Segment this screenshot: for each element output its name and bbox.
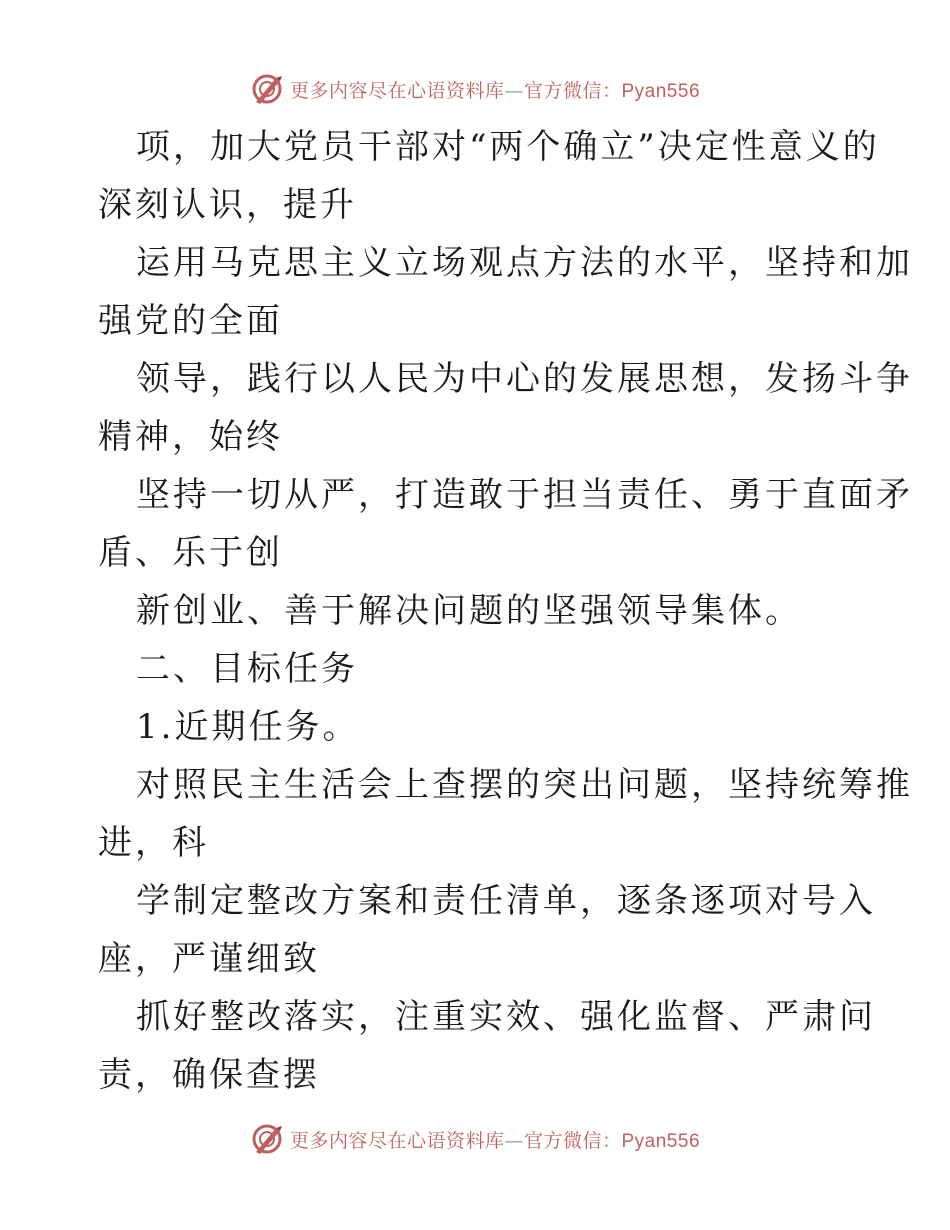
body-text-line: 新创业、善于解决问题的坚强领导集体。 — [136, 591, 802, 631]
body-text-line: 抓好整改落实，注重实效、强化监督、严肃问 — [136, 997, 876, 1037]
body-text-line: 坚持一切从严，打造敢于担当责任、勇于直面矛 — [136, 475, 913, 515]
body-text-line: 对照民主生活会上查摆的突出问题，坚持统筹推 — [136, 765, 913, 805]
body-text-line: 1.近期任务。 — [136, 707, 360, 747]
watermark-text — [290, 1126, 700, 1153]
body-text-line: 领导，践行以人民为中心的发展思想，发扬斗争 — [136, 359, 913, 399]
body-text-line: 深刻认识，提升 — [98, 185, 357, 225]
body-text-line: 二、目标任务 — [136, 649, 358, 689]
document-body — [98, 118, 913, 1104]
body-text-line: 学制定整改方案和责任清单，逐条逐项对号入 — [136, 881, 876, 921]
body-text-line: 进，科 — [98, 823, 209, 863]
body-text-line: 精神，始终 — [98, 417, 283, 457]
watermark-sub: 官方微信： — [523, 79, 622, 102]
watermark-separator: — — [504, 79, 524, 102]
body-text-line: 责，确保查摆 — [98, 1055, 320, 1095]
watermark-main: 更多内容尽在心语资料库 — [289, 79, 505, 102]
body-text-line: 强党的全面 — [98, 301, 283, 341]
body-text-line: 运用马克思主义立场观点方法的水平，坚持和加 — [136, 243, 913, 283]
body-text-line: 盾、乐于创 — [98, 533, 283, 573]
footer-watermark — [0, 1122, 950, 1156]
pen-logo-icon — [250, 1122, 284, 1156]
pen-logo-icon — [250, 72, 284, 106]
body-text-line: 座，严谨细致 — [98, 939, 320, 979]
watermark-separator: — — [504, 1129, 524, 1152]
watermark-text — [290, 76, 700, 103]
watermark-sub: 官方微信： — [523, 1129, 622, 1152]
watermark-main: 更多内容尽在心语资料库 — [289, 1129, 505, 1152]
body-text-line: 项，加大党员干部对“两个确立”决定性意义的 — [136, 127, 880, 167]
header-watermark — [0, 72, 950, 106]
watermark-wechat-id: Pyan556 — [621, 80, 701, 102]
watermark-wechat-id: Pyan556 — [621, 1130, 701, 1152]
